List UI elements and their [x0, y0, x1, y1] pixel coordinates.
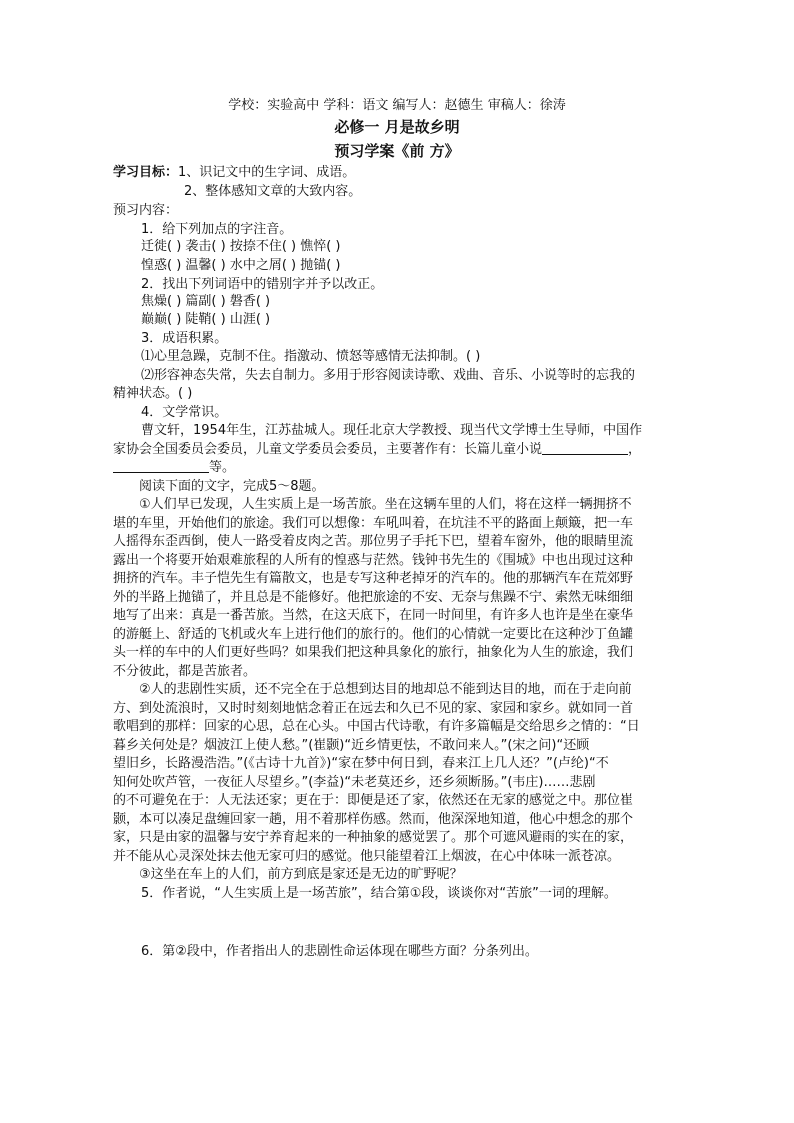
- paragraph-2-line: 暮乡关何处是？烟波江上使人愁。”(崔颢)“近乡情更怯，不敢问来人。”(宋之问)“还顾: [113, 738, 590, 753]
- paragraph-3: ③这坐在车上的人们，前方到底是家还是无边的旷野呢？: [139, 867, 463, 882]
- paragraph-2-line: 歌唱到的那样：回家的心思，总在心头。中国古代诗歌，有许多篇幅是交给思乡之情的：“日: [113, 719, 640, 734]
- q1-row-2: 惶惑( ) 温馨( ) 水中之屑( ) 抛锚( ): [141, 258, 341, 273]
- paragraph-1-line: 外的半路上抛锚了，并且总是不能修好。他把旅途的不安、无奈与焦躁不宁、索然无味细细: [113, 590, 634, 605]
- objective-item-1: 1、识记文中的生字词、成语。: [178, 165, 356, 180]
- preview-heading: 预习内容：: [113, 203, 179, 218]
- paragraph-1-line: 地写了出来：真是一番苦旅。当然，在这天底下，在同一时间里，有许多人也许是坐在豪华: [113, 608, 634, 623]
- page-subtitle: 预习学案《前 方》: [334, 142, 460, 160]
- q1-row-1: 迁徙( ) 袭击( ) 按捺不住( ) 憔悴( ): [141, 239, 341, 254]
- q4-body-comma: ，: [628, 442, 642, 457]
- question-5: 5．作者说，“人生实质上是一场苦旅”，结合第①段，谈谈你对“苦旅”一词的理解。: [141, 886, 617, 901]
- objectives-label: 学习目标：: [113, 165, 179, 180]
- q1-title: 1．给下列加点的字注音。: [141, 222, 293, 237]
- paragraph-1-line: ①人们早已发现，人生实质上是一场苦旅。坐在这辆车里的人们，将在这样一辆拥挤不: [139, 497, 632, 512]
- q3-title: 3．成语积累。: [141, 331, 228, 346]
- objectives-line-1: [113, 164, 681, 183]
- paragraph-2-line: 知何处吹芦管，一夜征人尽望乡。”(李益)“未老莫还乡，还乡须断肠。”(韦庄)……悲剧: [113, 775, 596, 790]
- paragraph-1-line: 不分彼此，都是苦旅者。: [113, 664, 257, 679]
- paragraph-2-line: 方、到处流浪时，又时时刻刻地惦念着正在远去和久已不见的家、家园和家乡。就如同一首: [113, 701, 634, 716]
- q3-item-1: ⑴心里急躁，克制不住。指激动、愤怒等感情无法抑制。( ): [141, 349, 481, 364]
- answer-blank[interactable]: [113, 459, 209, 473]
- q4-title: 4．文学常识。: [141, 405, 228, 420]
- paragraph-2-line: 家，只是由家的温馨与安宁养育起来的一种抽象的感觉罢了。那个可遮风避雨的实在的家，: [113, 830, 634, 845]
- paragraph-2-line: 望旧乡，长路漫浩浩。”(《古诗十九首》)“家在梦中何日到，春来江上几人还？”(卢纶)“不: [113, 756, 609, 771]
- q3-item-2-line-2: 精神状态。( ): [113, 386, 193, 401]
- q2-row-1: 焦燥( ) 篇副( ) 磐香( ): [141, 294, 271, 309]
- paragraph-1-line: 头一样的车中的人们更好些吗？如果我们把这种具象化的旅行，抽象化为人生的旅途，我们: [113, 645, 634, 660]
- paragraph-2-line: 颢，本可以凑足盘缠回家一趟，用不着那样伤感。然而，他深深地知道，他心中想念的那个: [113, 812, 634, 827]
- paragraph-1-line: 拥挤的汽车。丰子恺先生有篇散文，也是专写这种老掉牙的汽车的。他的那辆汽车在荒郊野: [113, 571, 634, 586]
- header-meta: 学校：实验高中 学科：语文 编写人：赵德生 审稿人：徐涛: [228, 98, 566, 113]
- q3-item-2-line-1: ⑵形容神态失常，失去自制力。多用于形容阅读诗歌、戏曲、音乐、小说等时的忘我的: [141, 368, 636, 383]
- paragraph-2-line: 并不能从心灵深处抹去他无家可归的感觉。他只能望着江上烟波，在心中体味一派苍凉。: [113, 849, 621, 864]
- page-title: 必修一 月是故乡明: [334, 118, 460, 136]
- reading-intro: 阅读下面的文字，完成5～8题。: [139, 479, 325, 494]
- paragraph-1-line: 露出一个将要开始艰难旅程的人所有的惶惑与茫然。钱钟书先生的《围城》中也出现过这种: [113, 553, 634, 568]
- q2-title: 2．找出下列词语中的错别字并予以改正。: [141, 277, 384, 292]
- q2-row-2: 巅巅( ) 陡鞘( ) 山涯( ): [141, 312, 271, 327]
- paragraph-1-line: 的游艇上、舒适的飞机或火车上进行他们的旅行的。他们的心情就一定要比在这种沙丁鱼罐: [113, 627, 634, 642]
- q4-body-line-2: [113, 441, 681, 460]
- objective-item-2: 2、整体感知文章的大致内容。: [184, 184, 362, 199]
- q4-body-line-1: 曹文轩，1954年生，江苏盐城人。现任北京大学教授、现当代文学博士生导师，中国作: [141, 423, 643, 438]
- paragraph-2-line: 的不可避免在于：人无法还家；更在于：即便是还了家，依然还在无家的感觉之中。那位崔: [113, 793, 634, 808]
- answer-blank[interactable]: [542, 441, 628, 455]
- question-6: 6．第②段中，作者指出人的悲剧性命运体现在哪些方面？分条列出。: [141, 944, 538, 959]
- paragraph-1-line: 堪的车里，开始他们的旅途。我们可以想像：车吼叫着，在坑洼不平的路面上颠簸，把一车: [113, 516, 634, 531]
- paragraph-2-line: ②人的悲剧性实质，还不完全在于总想到达目的地却总不能到达目的地，而在于走向前: [139, 682, 632, 697]
- paragraph-1-line: 人摇得东歪西倒，使人一路受着皮肉之苦。那位男子手托下巴，望着车窗外，他的眼睛里流: [113, 534, 634, 549]
- q4-body-end: 等。: [209, 460, 236, 475]
- q4-body-line-3: [113, 459, 681, 478]
- q4-body-text: 家协会全国委员会委员，儿童文学委员会委员，主要著作有：长篇儿童小说: [113, 442, 543, 457]
